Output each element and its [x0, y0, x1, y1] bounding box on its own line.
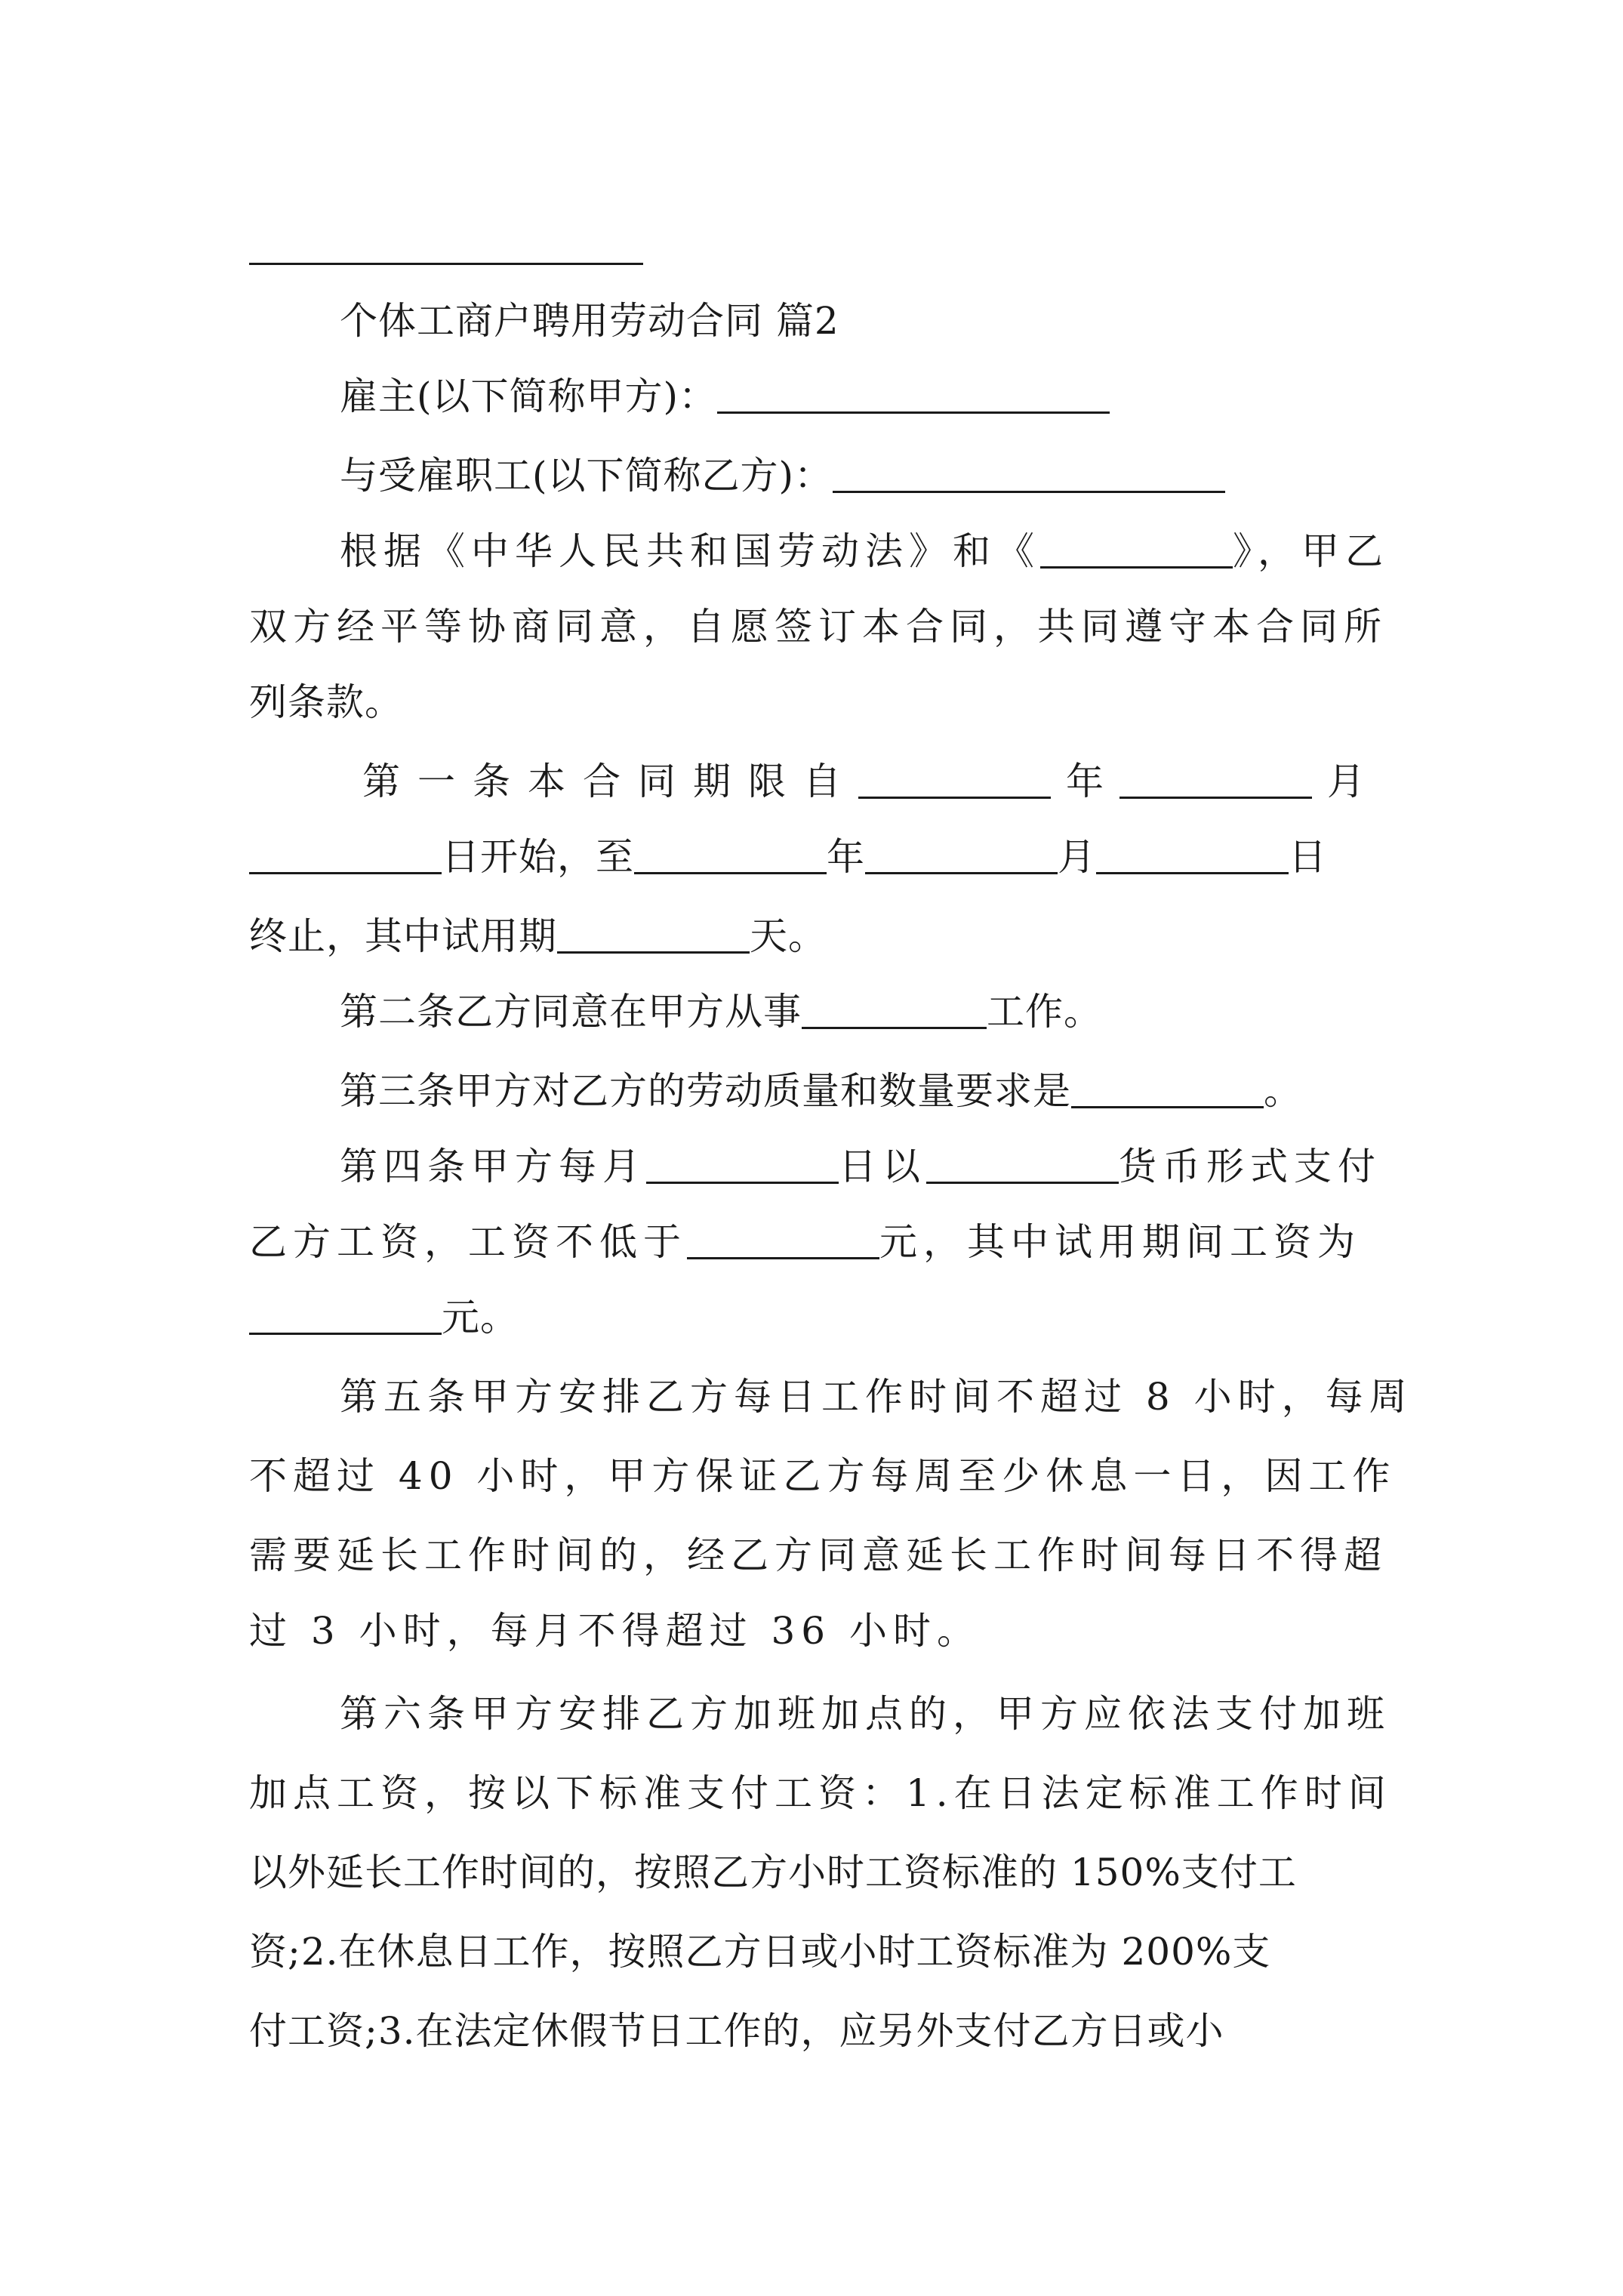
art1-line-3: [249, 914, 1397, 959]
art2-text-a: 第二条乙方同意在甲方从事: [340, 990, 802, 1034]
preamble-line-2: 双方经平等协商同意，自愿签订本合同，共同遵守本合同所: [249, 605, 1387, 649]
art1-text-f: 月: [1058, 835, 1096, 879]
art1-text-g: 日: [1289, 835, 1327, 879]
art6-line-4: 资;2.在休息日工作，按照乙方日或小时工资标准为 200%支: [249, 1930, 1271, 1974]
art1-text-c: 月: [1327, 760, 1366, 803]
art6-line-1: 第六条甲方安排乙方加班加点的，甲方应依法支付加班: [340, 1692, 1390, 1736]
art2-text-b: 工作。: [987, 990, 1102, 1034]
art1-text-e: 年: [827, 835, 865, 879]
employee-line: [340, 453, 1487, 498]
art4-text-b: 日以: [839, 1145, 926, 1188]
art1-text-h: 终止，其中试用期: [249, 914, 557, 958]
preamble-line-1: [340, 529, 1487, 574]
art4-text-a: 第四条甲方每月: [340, 1145, 646, 1188]
art5-line-3: 需要延长工作时间的，经乙方同意延长工作时间每日不得超: [249, 1533, 1387, 1577]
employee-blank: [833, 456, 1225, 493]
probation-wage-blank: [249, 1298, 442, 1335]
art1-line-1: [362, 759, 1510, 804]
art5-line-2: 不超过 40 小时，甲方保证乙方每周至少休息一日，因工作: [249, 1454, 1397, 1498]
art4-text-d: 乙方工资，工资不低于: [249, 1220, 687, 1264]
end-year-blank: [634, 837, 827, 874]
end-day-blank: [1096, 837, 1289, 874]
probation-days-blank: [557, 917, 750, 954]
start-month-blank: [1119, 762, 1312, 799]
art5-line-1: 第五条甲方安排乙方每日工作时间不超过 8 小时，每周: [340, 1375, 1413, 1419]
min-wage-blank: [687, 1222, 879, 1259]
art6-line-3: 以外延长工作时间的，按照乙方小时工资标准的 150%支付工: [249, 1851, 1297, 1894]
art6-line-5: 付工资;3.在法定休假节日工作的，应另外支付乙方日或小: [249, 2009, 1224, 2053]
start-day-blank: [249, 837, 442, 874]
art4-line-2: [249, 1219, 1397, 1265]
art3-line: [340, 1068, 1487, 1114]
pay-day-blank: [646, 1147, 839, 1184]
art4-line-1: [340, 1144, 1487, 1189]
preamble-text-a: 根据《中华人民共和国劳动法》和《: [340, 529, 1040, 573]
job-blank: [802, 992, 987, 1029]
art1-text-b: 年: [1066, 760, 1104, 803]
art1-text-a: 第一条本合同期限自: [362, 760, 858, 803]
art1-text-d: 日开始，至: [442, 835, 634, 879]
employer-line: [340, 374, 1487, 419]
art4-text-f: 元。: [442, 1296, 519, 1339]
art5-line-4: 过 3 小时，每月不得超过 36 小时。: [249, 1609, 981, 1653]
law-name-blank: [1040, 532, 1233, 569]
art1-text-i: 天。: [750, 914, 827, 958]
art3-text-b: 。: [1264, 1069, 1302, 1113]
employer-blank: [717, 377, 1110, 414]
start-year-blank: [858, 762, 1051, 799]
employer-label: 雇主(以下简称甲方)：: [340, 374, 718, 418]
employee-label: 与受雇职工(以下简称乙方)：: [340, 454, 833, 498]
art4-text-e: 元，其中试用期间工资为: [879, 1220, 1361, 1264]
art4-line-3: [249, 1295, 1397, 1340]
top-rule: [249, 263, 643, 265]
document-title: 个体工商户聘用劳动合同 篇2: [340, 299, 839, 343]
requirement-blank: [1071, 1071, 1264, 1108]
preamble-line-3: 列条款。: [249, 680, 403, 724]
art4-text-c: 货币形式支付: [1119, 1145, 1381, 1188]
preamble-text-b: 》，甲乙: [1233, 529, 1389, 573]
art1-line-2: [249, 834, 1397, 880]
art6-line-2: 加点工资，按以下标准支付工资：1.在日法定标准工作时间: [249, 1771, 1392, 1815]
art3-text-a: 第三条甲方对乙方的劳动质量和数量要求是: [340, 1069, 1071, 1113]
end-month-blank: [865, 837, 1058, 874]
currency-blank: [926, 1147, 1119, 1184]
art2-line: [340, 989, 1487, 1034]
